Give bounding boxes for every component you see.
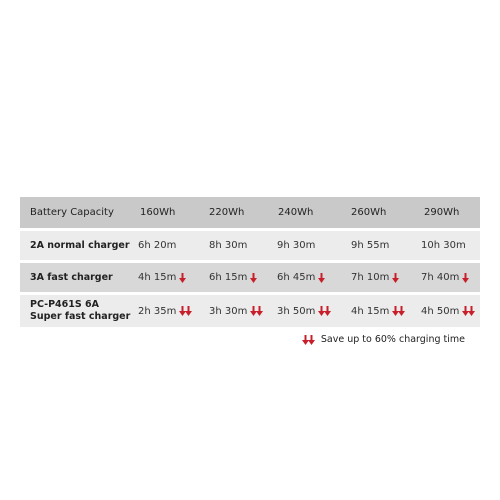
- header-column-220wh: 220Wh: [209, 207, 245, 218]
- table-cell: 4h 50m: [421, 306, 475, 317]
- legend-text: Save up to 60% charging time: [320, 334, 465, 345]
- table-row-super-fast-charger: [20, 295, 480, 327]
- table-cell: 7h 40m: [421, 272, 469, 283]
- table-cell: 2h 35m: [138, 306, 192, 317]
- double-down-arrow-icon: [250, 306, 263, 316]
- header-column-290wh: 290Wh: [424, 207, 460, 218]
- double-down-arrow-icon: [302, 335, 315, 345]
- table-cell: 3h 30m: [209, 306, 263, 317]
- row-label: 3A fast charger: [30, 271, 113, 283]
- double-down-arrow-icon: [462, 306, 475, 316]
- header-column-260wh: 260Wh: [351, 207, 387, 218]
- single-down-arrow-icon: [462, 273, 469, 283]
- row-label: PC-P461S 6A Super fast charger: [30, 299, 131, 322]
- table-cell: 4h 15m: [138, 272, 186, 283]
- single-down-arrow-icon: [392, 273, 399, 283]
- table-cell: 4h 15m: [351, 306, 405, 317]
- double-down-arrow-icon: [392, 306, 405, 316]
- table-cell: 10h 30m: [421, 240, 466, 251]
- table-cell: 7h 10m: [351, 272, 399, 283]
- header-column-160wh: 160Wh: [140, 207, 176, 218]
- charging-time-table: [20, 197, 480, 330]
- single-down-arrow-icon: [179, 273, 186, 283]
- table-cell: 9h 30m: [277, 240, 316, 251]
- table-row-3a-fast-charger: [20, 263, 480, 292]
- table-cell: 6h 45m: [277, 272, 325, 283]
- double-down-arrow-icon: [318, 306, 331, 316]
- table-row-2a-normal-charger: [20, 231, 480, 260]
- header-column-240wh: 240Wh: [278, 207, 314, 218]
- table-cell: 3h 50m: [277, 306, 331, 317]
- single-down-arrow-icon: [250, 273, 257, 283]
- table-cell: 6h 15m: [209, 272, 257, 283]
- table-cell: 6h 20m: [138, 240, 177, 251]
- table-header-row: [20, 197, 480, 228]
- legend-note: [302, 334, 465, 345]
- header-battery-capacity-label: Battery Capacity: [30, 206, 114, 218]
- table-cell: 8h 30m: [209, 240, 248, 251]
- single-down-arrow-icon: [318, 273, 325, 283]
- row-label: 2A normal charger: [30, 239, 130, 251]
- double-down-arrow-icon: [179, 306, 192, 316]
- table-cell: 9h 55m: [351, 240, 390, 251]
